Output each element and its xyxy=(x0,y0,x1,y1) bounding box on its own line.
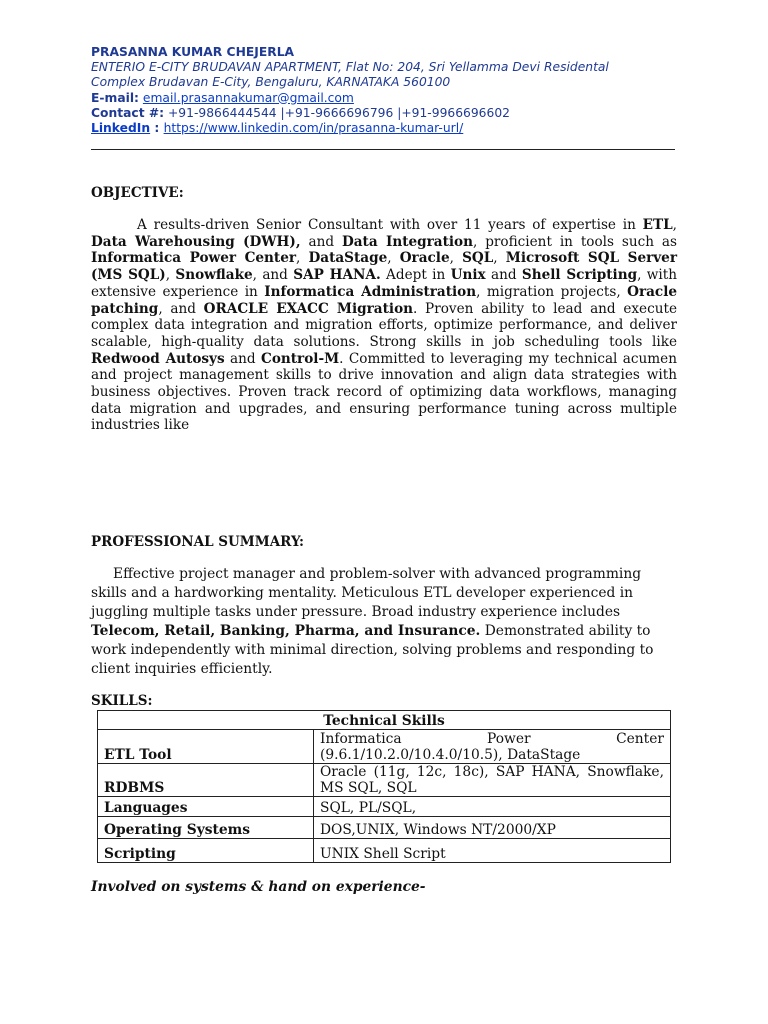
contact-numbers: +91-9866444544 |+91-9666696796 |+91-9966696602 xyxy=(168,105,510,120)
objective-heading: OBJECTIVE: xyxy=(91,185,184,201)
table-row xyxy=(98,817,671,839)
candidate-name: PRASANNA KUMAR CHEJERLA xyxy=(91,45,295,59)
linkedin-link[interactable]: https://www.linkedin.com/in/prasanna-kumar-url/ xyxy=(163,121,464,136)
linkedin-line xyxy=(91,121,681,136)
skills-table-title: Technical Skills xyxy=(98,711,671,730)
table-row xyxy=(98,764,671,797)
linkedin-label[interactable]: LinkedIn xyxy=(91,121,151,136)
skill-label: RDBMS xyxy=(98,764,314,797)
skill-value: SQL, PL/SQL, xyxy=(314,797,671,817)
linkedin-separator: : xyxy=(150,121,164,136)
contact-line xyxy=(91,106,681,121)
email-label: E-mail: xyxy=(91,90,139,105)
skill-label: ETL Tool xyxy=(98,730,314,764)
email-link[interactable]: email.prasannakumar@gmail.com xyxy=(142,90,354,105)
header-divider xyxy=(91,149,675,150)
skill-label: Languages xyxy=(98,797,314,817)
email-line xyxy=(91,91,681,106)
skill-value: DOS,UNIX, Windows NT/2000/XP xyxy=(314,817,671,839)
summary-heading: PROFESSIONAL SUMMARY: xyxy=(91,534,304,550)
contact-header xyxy=(91,45,681,136)
skill-value: UNIX Shell Script xyxy=(314,839,671,863)
skills-table-header xyxy=(98,711,671,730)
skills-table xyxy=(97,710,671,863)
summary-paragraph: Effective project manager and problem-solver with advanced programming skills and a hardworking mentality. Meticulous ETL developer experienced in juggling multiple tasks under pressure. Broad industry experience includes Telecom, Retail, Banking, Pharma, and Insurance. Demonstrated ability to work independently with minimal direction, solving problems and responding to client inquiries efficiently. xyxy=(91,566,654,678)
contact-label: Contact #: xyxy=(91,105,165,120)
address-line-1: ENTERIO E-CITY BRUDAVAN APARTMENT, Flat No: 204, Sri Yellamma Devi Residental xyxy=(91,60,609,75)
table-row xyxy=(98,839,671,863)
skill-label: Operating Systems xyxy=(98,817,314,839)
skill-label: Scripting xyxy=(98,839,314,863)
involved-heading: Involved on systems & hand on experience- xyxy=(91,879,426,895)
skill-value: Informatica Power Center (9.6.1/10.2.0/10.4.0/10.5), DataStage xyxy=(314,730,671,764)
objective-paragraph: A results-driven Senior Consultant with over 11 years of expertise in ETL, Data Warehousing (DWH), and Data Integration, proficient in tools such as Informatica Power Center, DataStage, Oracle, SQL, Microsoft SQL Server (MS SQL), Snowflake, and SAP HANA. Adept in Unix and Shell Scripting, with extensive experience in Informatica Administration, migration projects, Oracle patching, and ORACLE EXACC Migration. Proven ability to lead and execute complex data integration and migration efforts, optimize performance, and deliver scalable, high-quality data solutions. Strong skills in job scheduling tools like Redwood Autosys and Control-M. Committed to leveraging my technical acumen and project management skills to drive innovation and align data strategies with business objectives. Proven track record of optimizing data workflows, managing data migration and upgrades, and ensuring performance tuning across multiple industries like xyxy=(91,217,678,434)
address-line-2: Complex Brudavan E-City, Bengaluru, KARNATAKA 560100 xyxy=(91,75,451,90)
table-row xyxy=(98,797,671,817)
table-row xyxy=(98,730,671,764)
skills-heading: SKILLS: xyxy=(91,693,153,709)
skill-value: Oracle (11g, 12c, 18c), SAP HANA, Snowflake, MS SQL, SQL xyxy=(314,764,671,797)
